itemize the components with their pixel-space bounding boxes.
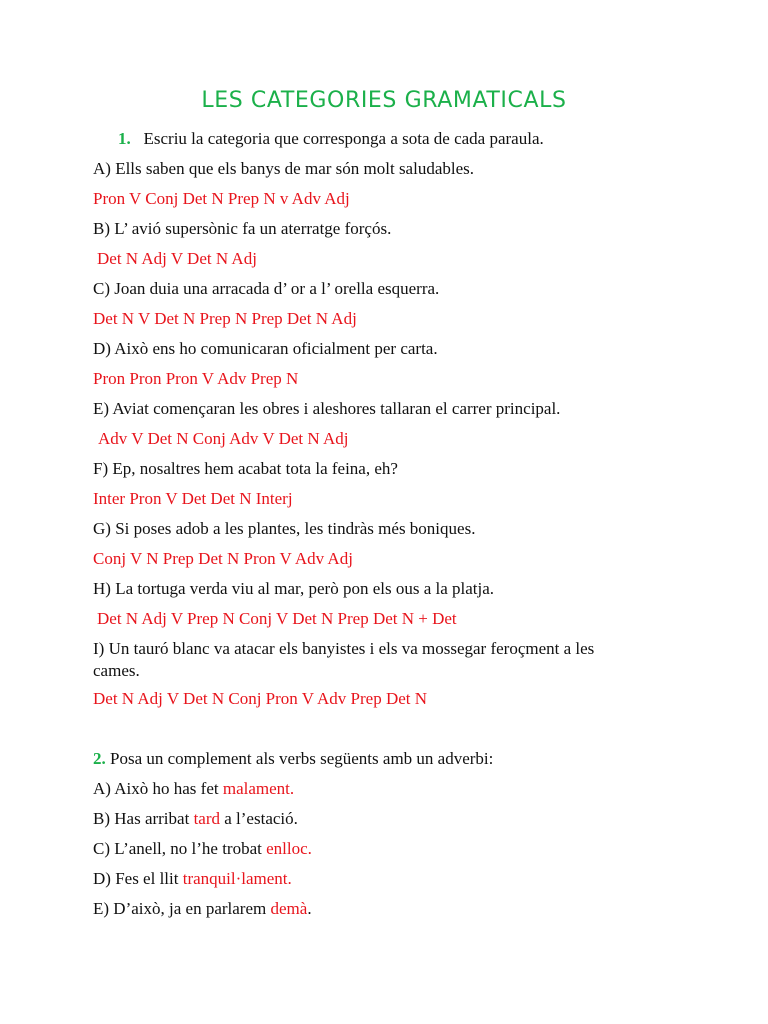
- adverb-item-c: [93, 838, 312, 860]
- adverb-answer: malament.: [222, 779, 295, 798]
- adverb-item-text: a l’estació.: [220, 809, 298, 828]
- sentence-a: A) Ells saben que els banys de mar són molt saludables.: [93, 159, 475, 178]
- adverb-item-text: E) D’això, ja en parlarem: [93, 899, 271, 918]
- exercise-1-instruction: Escriu la categoria que corresponga a sota de cada paraula.: [143, 129, 544, 148]
- sentence-g: G) Si poses adob a les plantes, les tindràs més boniques.: [93, 519, 476, 538]
- adverb-answer: tranquil·lament.: [182, 869, 292, 888]
- sentence-e: E) Aviat començaran les obres i aleshores tallaran el carrer principal.: [93, 399, 561, 418]
- answer-e: Adv V Det N Conj Adv V Det N Adj: [98, 429, 349, 448]
- exercise-2-instruction: Posa un complement als verbs següents amb un adverbi:: [110, 749, 494, 768]
- sentence-i: I) Un tauró blanc va atacar els banyistes i els va mossegar feroçment a les cames.: [93, 639, 595, 680]
- answer-h: Det N Adj V Prep N Conj V Det N Prep Det N + Det: [97, 609, 457, 628]
- answer-d: Pron Pron Pron V Adv Prep N: [93, 369, 299, 388]
- exercise-1-number: 1.: [118, 129, 131, 148]
- adverb-item-text: A) Això ho has fet: [93, 779, 223, 798]
- answer-i: Det N Adj V Det N Conj Pron V Adv Prep Det N: [93, 689, 428, 708]
- answer-g: Conj V N Prep Det N Pron V Adv Adj: [93, 549, 353, 568]
- adverb-answer: enlloc.: [266, 839, 312, 858]
- adverb-item-a: [93, 778, 294, 800]
- sentence-b: B) L’ avió supersònic fa un aterratge forçós.: [93, 219, 392, 238]
- adverb-item-text: B) Has arribat: [93, 809, 194, 828]
- sentence-f: F) Ep, nosaltres hem acabat tota la feina, eh?: [93, 459, 398, 478]
- answer-f: Inter Pron V Det Det N Interj: [93, 489, 293, 508]
- sentence-d: D) Això ens ho comunicaran oficialment per carta.: [93, 339, 438, 358]
- exercise-1-heading: [118, 128, 544, 150]
- adverb-item-b: [93, 808, 298, 830]
- page-title: LES CATEGORIES GRAMATICALS: [201, 88, 567, 113]
- adverb-item-text: .: [307, 899, 312, 918]
- adverb-answer: demà: [270, 899, 308, 918]
- adverb-item-d: [93, 868, 292, 890]
- answer-c: Det N V Det N Prep N Prep Det N Adj: [93, 309, 357, 328]
- adverb-item-text: C) L’anell, no l’he trobat: [93, 839, 267, 858]
- exercise-2-heading: [93, 748, 493, 770]
- sentence-c: C) Joan duia una arracada d’ or a l’ orella esquerra.: [93, 279, 440, 298]
- adverb-answer: tard: [193, 809, 220, 828]
- answer-a: Pron V Conj Det N Prep N v Adv Adj: [93, 189, 350, 208]
- answer-b: Det N Adj V Det N Adj: [97, 249, 257, 268]
- exercise-2-number: 2.: [93, 749, 106, 768]
- adverb-item-e: [93, 898, 312, 920]
- adverb-item-text: D) Fes el llit: [93, 869, 183, 888]
- sentence-h: H) La tortuga verda viu al mar, però pon els ous a la platja.: [93, 579, 495, 598]
